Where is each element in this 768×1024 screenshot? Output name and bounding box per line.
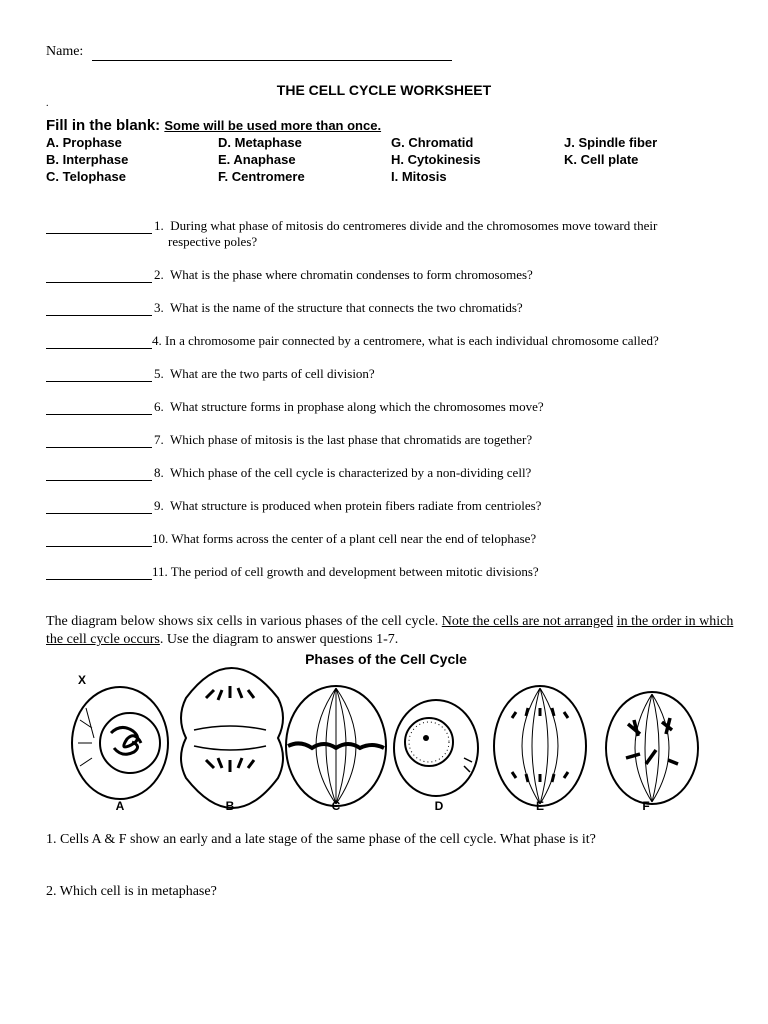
cell-f <box>606 692 698 804</box>
name-field[interactable] <box>92 60 452 61</box>
question-number: 4. <box>152 333 162 348</box>
answer-blank[interactable] <box>46 567 152 580</box>
question-number: 10. <box>152 531 169 546</box>
question-number: 7. <box>154 432 164 447</box>
question-text: During what phase of mitosis do centromeres divide and the chromosomes move toward their <box>170 218 658 233</box>
cell-label-d: D <box>434 799 444 813</box>
question-item <box>46 432 533 448</box>
cell-b <box>181 668 283 808</box>
question-text: What forms across the center of a plant cell near the end of telophase? <box>171 531 537 546</box>
term-c: C. Telophase <box>46 169 126 184</box>
question-text: The period of cell growth and development between mitotic divisions? <box>170 564 539 579</box>
question-text: Which phase of the cell cycle is characterized by a non-dividing cell? <box>170 465 532 480</box>
question-number: 1. <box>154 218 164 233</box>
question-item <box>46 465 532 481</box>
diagram-intro <box>46 613 736 649</box>
question-number: 9. <box>154 498 164 513</box>
question-item <box>46 531 537 547</box>
question-item <box>46 498 542 514</box>
term-bank <box>46 135 746 187</box>
question-item <box>46 366 375 382</box>
intro-text: The diagram below shows six cells in various phases of the cell cycle. <box>46 614 442 629</box>
term-b: B. Interphase <box>46 152 129 167</box>
question-text: In a chromosome pair connected by a centromere, what is each individual chromosome called? <box>165 333 659 348</box>
term-k: K. Cell plate <box>564 152 639 167</box>
question-item <box>46 564 539 580</box>
fill-in-label: Fill in the blank: <box>46 117 161 134</box>
cell-label-c: C <box>331 799 341 813</box>
name-label: Name: <box>46 44 84 59</box>
stray-dot: . <box>46 98 49 109</box>
question-text: What structure forms in prophase along which the chromosomes move? <box>170 399 544 414</box>
intro-order-underlined: in the order in which the cell cycle occurs <box>46 614 734 647</box>
fill-in-heading <box>46 117 381 134</box>
question-text: What are the two parts of cell division? <box>170 366 375 381</box>
answer-blank[interactable] <box>46 468 152 481</box>
cell-d <box>394 700 478 796</box>
question-number: 2. <box>154 267 164 282</box>
diagram-title: Phases of the Cell Cycle <box>305 651 467 667</box>
cell-label-e: E <box>535 799 545 813</box>
cell-a <box>72 673 168 799</box>
answer-blank[interactable] <box>46 303 152 316</box>
question-item <box>46 333 659 349</box>
question-item <box>46 399 544 415</box>
answer-blank[interactable] <box>46 270 152 283</box>
cell-label-a: A <box>115 799 125 813</box>
question-item <box>46 300 523 316</box>
diagram-question-1: 1. Cells A & F show an early and a late stage of the same phase of the cell cycle. What phase is it? <box>46 832 596 847</box>
answer-blank[interactable] <box>46 534 152 547</box>
cell-label-b: B <box>225 799 235 813</box>
question-text: What is the phase where chromatin condenses to form chromosomes? <box>170 267 533 282</box>
x-marker: X <box>78 673 87 687</box>
term-f: F. Centromere <box>218 169 305 184</box>
term-a: A. Prophase <box>46 135 122 150</box>
answer-blank[interactable] <box>46 369 152 382</box>
cell-c <box>286 686 386 806</box>
answer-blank[interactable] <box>46 221 152 234</box>
cell-e <box>494 686 586 806</box>
term-e: E. Anaphase <box>218 152 296 167</box>
answer-blank[interactable] <box>46 402 152 415</box>
worksheet-title: THE CELL CYCLE WORKSHEET <box>276 82 492 98</box>
cell-label-f: F <box>642 799 650 813</box>
intro-note-underlined: Note the cells are not arranged <box>441 614 614 629</box>
question-number: 8. <box>154 465 164 480</box>
answer-blank[interactable] <box>46 336 152 349</box>
term-j: J. Spindle fiber <box>564 135 658 150</box>
question-text: What is the name of the structure that connects the two chromatids? <box>170 300 523 315</box>
answer-blank[interactable] <box>46 501 152 514</box>
question-number: 6. <box>154 399 164 414</box>
question-number: 5. <box>154 366 164 381</box>
diagram-question-2: 2. Which cell is in metaphase? <box>46 884 217 899</box>
term-i: I. Mitosis <box>391 169 447 184</box>
question-text: Which phase of mitosis is the last phase that chromatids are together? <box>170 432 533 447</box>
cell-cycle-diagram <box>66 648 706 818</box>
term-d: D. Metaphase <box>218 135 302 150</box>
intro-text-end: . Use the diagram to answer questions 1-7. <box>159 632 399 647</box>
question-number: 3. <box>154 300 164 315</box>
term-g: G. Chromatid <box>391 135 474 150</box>
question-number: 11. <box>152 564 168 579</box>
answer-blank[interactable] <box>46 435 152 448</box>
question-item <box>46 218 658 249</box>
fill-in-note: Some will be used more than once. <box>164 118 382 133</box>
question-item <box>46 267 533 283</box>
term-h: H. Cytokinesis <box>391 152 481 167</box>
question-text: What structure is produced when protein fibers radiate from centrioles? <box>170 498 542 513</box>
question-text-cont: respective poles? <box>168 234 258 249</box>
